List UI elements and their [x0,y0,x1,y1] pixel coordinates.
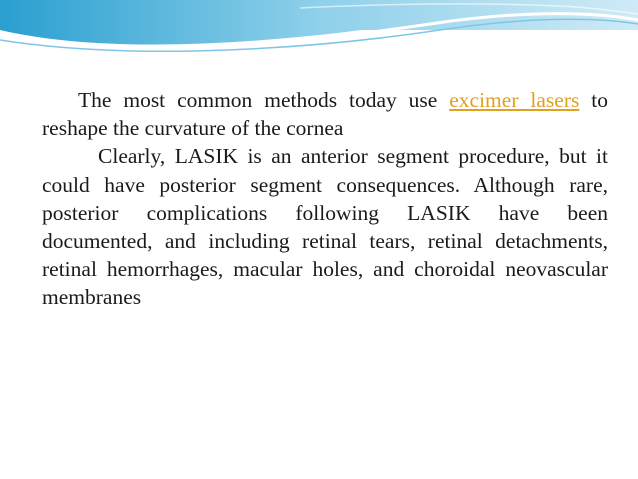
decorative-wave-banner [0,0,638,60]
excimer-lasers-link[interactable]: excimer lasers [449,88,580,112]
paragraph-methods [42,86,608,142]
slide-body-text [42,86,608,312]
paragraph-methods-end: to reshape the curvature of the cornea [42,88,608,141]
paragraph-lasik-complications: Clearly, LASIK is an anterior segment procedure, but it could have posterior segment consequences. Although rare, posterior complications following LASIK have been documented, and including retinal tears, retinal detachments, retinal hemorrhages, macular holes, and choroidal neovascular membranes [42,144,608,310]
paragraph-methods-intro: The most common methods today use [78,88,450,112]
